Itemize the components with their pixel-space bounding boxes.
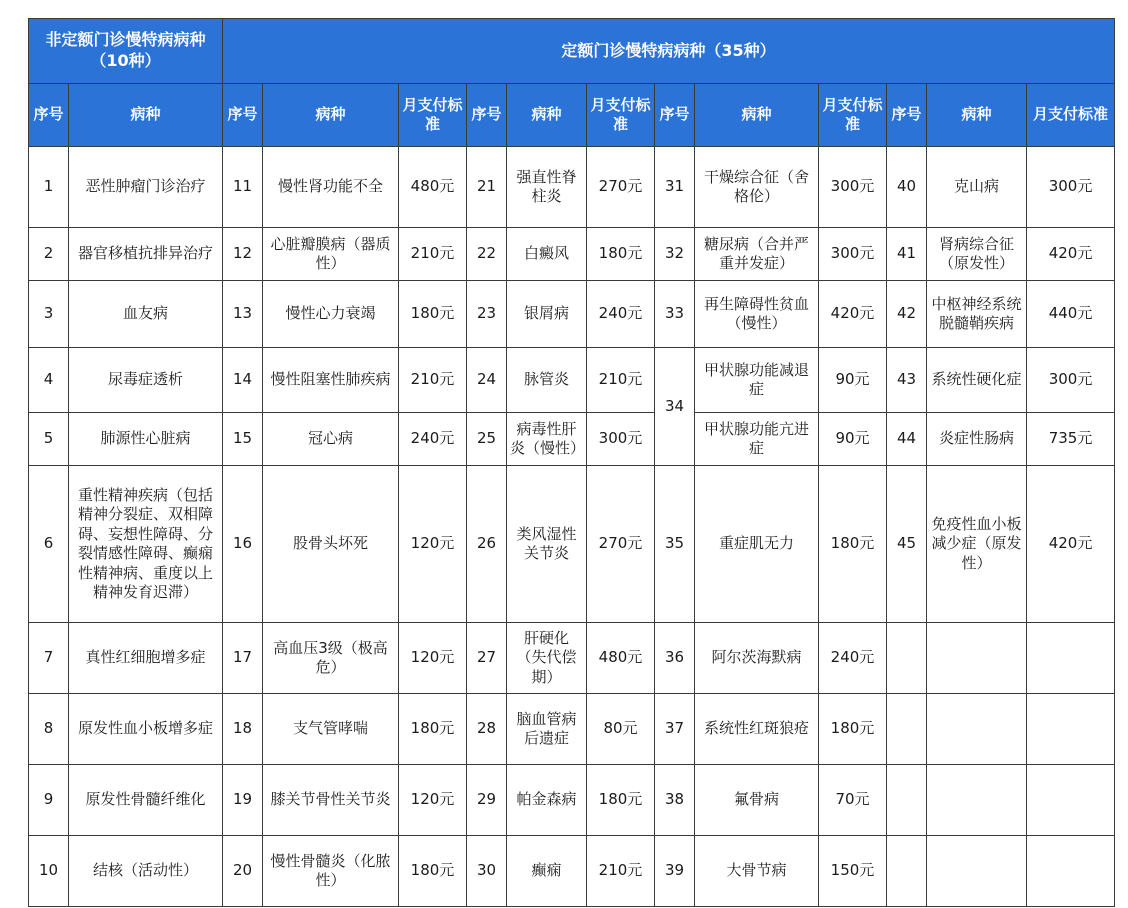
- seq-cell: 29: [467, 765, 507, 836]
- seq-cell: 30: [467, 836, 507, 907]
- disease-cell: 股骨头坏死: [263, 466, 399, 623]
- disease-cell: 血友病: [69, 281, 223, 348]
- disease-cell: 病毒性肝炎（慢性）: [507, 413, 587, 466]
- seq-cell: 11: [223, 147, 263, 228]
- amount-cell: 300元: [587, 413, 655, 466]
- disease-cell: 帕金森病: [507, 765, 587, 836]
- seq-cell: 12: [223, 228, 263, 281]
- disease-cell: 干燥综合征（舍格伦）: [695, 147, 819, 228]
- seq-cell: 39: [655, 836, 695, 907]
- seq-cell: 45: [887, 466, 927, 623]
- amount-cell: 120元: [399, 466, 467, 623]
- table-row: [29, 694, 1115, 765]
- amount-cell: 240元: [587, 281, 655, 348]
- empty-cell: [887, 694, 927, 765]
- seq-cell: 24: [467, 348, 507, 413]
- seq-cell: 33: [655, 281, 695, 348]
- seq-cell: 43: [887, 348, 927, 413]
- disease-cell: 慢性骨髓炎（化脓性）: [263, 836, 399, 907]
- amount-cell: 270元: [587, 147, 655, 228]
- table-row: [29, 348, 1115, 413]
- amount-cell: 210元: [399, 348, 467, 413]
- col-disease-header: 病种: [69, 84, 223, 147]
- disease-cell: 白癜风: [507, 228, 587, 281]
- amount-cell: 300元: [1027, 147, 1115, 228]
- seq-cell: 20: [223, 836, 263, 907]
- amount-cell: 180元: [819, 466, 887, 623]
- table-row: [29, 836, 1115, 907]
- disease-cell: 肝硬化（失代偿期）: [507, 623, 587, 694]
- empty-cell: [887, 623, 927, 694]
- disease-cell: 甲状腺功能减退症: [695, 348, 819, 413]
- cropped-title-strip: [0, 0, 1128, 16]
- amount-cell: 210元: [587, 836, 655, 907]
- table-row: [29, 623, 1115, 694]
- table-row: [29, 413, 1115, 466]
- disease-cell: 真性红细胞增多症: [69, 623, 223, 694]
- seq-cell: 26: [467, 466, 507, 623]
- seq-cell: 16: [223, 466, 263, 623]
- amount-cell: 70元: [819, 765, 887, 836]
- empty-cell: [1027, 623, 1115, 694]
- seq-cell: 37: [655, 694, 695, 765]
- seq-cell: 34: [655, 348, 695, 466]
- amount-cell: 80元: [587, 694, 655, 765]
- table-row: [29, 228, 1115, 281]
- table-row: [29, 466, 1115, 623]
- disease-cell: 炎症性肠病: [927, 413, 1027, 466]
- amount-cell: 180元: [587, 228, 655, 281]
- seq-cell: 3: [29, 281, 69, 348]
- seq-cell: 22: [467, 228, 507, 281]
- col-standard-header: 月支付标准: [819, 84, 887, 147]
- disease-cell: 尿毒症透析: [69, 348, 223, 413]
- disease-cell: 再生障碍性贫血（慢性）: [695, 281, 819, 348]
- disease-cell: 甲状腺功能亢进症: [695, 413, 819, 466]
- col-seq-header: 序号: [887, 84, 927, 147]
- seq-cell: 31: [655, 147, 695, 228]
- amount-cell: 270元: [587, 466, 655, 623]
- amount-cell: 240元: [399, 413, 467, 466]
- seq-cell: 13: [223, 281, 263, 348]
- disease-cell: 氟骨病: [695, 765, 819, 836]
- seq-cell: 23: [467, 281, 507, 348]
- seq-cell: 44: [887, 413, 927, 466]
- col-disease-header: 病种: [927, 84, 1027, 147]
- empty-cell: [927, 836, 1027, 907]
- amount-cell: 180元: [819, 694, 887, 765]
- disease-cell: 肾病综合征（原发性）: [927, 228, 1027, 281]
- seq-cell: 6: [29, 466, 69, 623]
- amount-cell: 180元: [399, 281, 467, 348]
- quota-group-header: 定额门诊慢特病病种（35种）: [223, 19, 1115, 84]
- amount-cell: 420元: [1027, 466, 1115, 623]
- amount-cell: 90元: [819, 413, 887, 466]
- amount-cell: 120元: [399, 623, 467, 694]
- seq-cell: 15: [223, 413, 263, 466]
- disease-cell: 重症肌无力: [695, 466, 819, 623]
- amount-cell: 300元: [819, 228, 887, 281]
- seq-cell: 35: [655, 466, 695, 623]
- seq-cell: 41: [887, 228, 927, 281]
- amount-cell: 90元: [819, 348, 887, 413]
- disease-cell: 慢性肾功能不全: [263, 147, 399, 228]
- seq-cell: 14: [223, 348, 263, 413]
- disease-payment-table: [28, 18, 1115, 907]
- disease-cell: 强直性脊柱炎: [507, 147, 587, 228]
- amount-cell: 150元: [819, 836, 887, 907]
- seq-cell: 1: [29, 147, 69, 228]
- col-seq-header: 序号: [467, 84, 507, 147]
- table-row: [29, 281, 1115, 348]
- disease-cell: 高血压3级（极高危）: [263, 623, 399, 694]
- empty-cell: [1027, 765, 1115, 836]
- disease-cell: 心脏瓣膜病（器质性）: [263, 228, 399, 281]
- amount-cell: 420元: [1027, 228, 1115, 281]
- disease-cell: 恶性肿瘤门诊治疗: [69, 147, 223, 228]
- disease-cell: 免疫性血小板减少症（原发性）: [927, 466, 1027, 623]
- amount-cell: 480元: [399, 147, 467, 228]
- disease-cell: 系统性硬化症: [927, 348, 1027, 413]
- amount-cell: 420元: [819, 281, 887, 348]
- amount-cell: 300元: [1027, 348, 1115, 413]
- disease-cell: 中枢神经系统脱髓鞘疾病: [927, 281, 1027, 348]
- seq-cell: 25: [467, 413, 507, 466]
- amount-cell: 180元: [399, 694, 467, 765]
- seq-cell: 4: [29, 348, 69, 413]
- seq-cell: 5: [29, 413, 69, 466]
- disease-cell: 克山病: [927, 147, 1027, 228]
- table-row: [29, 765, 1115, 836]
- disease-cell: 脉管炎: [507, 348, 587, 413]
- empty-cell: [927, 623, 1027, 694]
- seq-cell: 19: [223, 765, 263, 836]
- seq-cell: 28: [467, 694, 507, 765]
- amount-cell: 180元: [587, 765, 655, 836]
- disease-cell: 冠心病: [263, 413, 399, 466]
- col-standard-header: 月支付标准: [399, 84, 467, 147]
- amount-cell: 120元: [399, 765, 467, 836]
- amount-cell: 210元: [587, 348, 655, 413]
- disease-cell: 糖尿病（合并严重并发症）: [695, 228, 819, 281]
- seq-cell: 40: [887, 147, 927, 228]
- empty-cell: [1027, 694, 1115, 765]
- disease-cell: 银屑病: [507, 281, 587, 348]
- amount-cell: 480元: [587, 623, 655, 694]
- amount-cell: 735元: [1027, 413, 1115, 466]
- table-row: [29, 147, 1115, 228]
- empty-cell: [1027, 836, 1115, 907]
- disease-cell: 阿尔茨海默病: [695, 623, 819, 694]
- seq-cell: 7: [29, 623, 69, 694]
- disease-cell: 膝关节骨性关节炎: [263, 765, 399, 836]
- disease-cell: 肺源性心脏病: [69, 413, 223, 466]
- seq-cell: 36: [655, 623, 695, 694]
- col-seq-header: 序号: [223, 84, 263, 147]
- empty-cell: [927, 694, 1027, 765]
- disease-cell: 大骨节病: [695, 836, 819, 907]
- seq-cell: 9: [29, 765, 69, 836]
- amount-cell: 300元: [819, 147, 887, 228]
- disease-cell: 脑血管病后遗症: [507, 694, 587, 765]
- seq-cell: 8: [29, 694, 69, 765]
- col-standard-header: 月支付标准: [587, 84, 655, 147]
- amount-cell: 210元: [399, 228, 467, 281]
- empty-cell: [927, 765, 1027, 836]
- disease-cell: 重性精神疾病（包括精神分裂症、双相障碍、妄想性障碍、分裂情感性障碍、癫痫性精神病、重度以上精神发育迟滞）: [69, 466, 223, 623]
- seq-cell: 32: [655, 228, 695, 281]
- amount-cell: 180元: [399, 836, 467, 907]
- disease-cell: 结核（活动性）: [69, 836, 223, 907]
- disease-cell: 癫痫: [507, 836, 587, 907]
- seq-cell: 10: [29, 836, 69, 907]
- seq-cell: 42: [887, 281, 927, 348]
- seq-cell: 2: [29, 228, 69, 281]
- col-seq-header: 序号: [655, 84, 695, 147]
- disease-cell: 原发性骨髓纤维化: [69, 765, 223, 836]
- amount-cell: 240元: [819, 623, 887, 694]
- col-seq-header: 序号: [29, 84, 69, 147]
- disease-cell: 器官移植抗排异治疗: [69, 228, 223, 281]
- disease-cell: 原发性血小板增多症: [69, 694, 223, 765]
- disease-cell: 慢性阻塞性肺疾病: [263, 348, 399, 413]
- empty-cell: [887, 836, 927, 907]
- disease-cell: 慢性心力衰竭: [263, 281, 399, 348]
- disease-cell: 支气管哮喘: [263, 694, 399, 765]
- disease-cell: 系统性红斑狼疮: [695, 694, 819, 765]
- amount-cell: 440元: [1027, 281, 1115, 348]
- seq-cell: 17: [223, 623, 263, 694]
- col-disease-header: 病种: [507, 84, 587, 147]
- col-disease-header: 病种: [695, 84, 819, 147]
- col-disease-header: 病种: [263, 84, 399, 147]
- seq-cell: 18: [223, 694, 263, 765]
- col-standard-header: 月支付标准: [1027, 84, 1115, 147]
- seq-cell: 27: [467, 623, 507, 694]
- empty-cell: [887, 765, 927, 836]
- seq-cell: 21: [467, 147, 507, 228]
- non-quota-group-header: 非定额门诊慢特病病种（10种）: [29, 19, 223, 84]
- disease-cell: 类风湿性关节炎: [507, 466, 587, 623]
- seq-cell: 38: [655, 765, 695, 836]
